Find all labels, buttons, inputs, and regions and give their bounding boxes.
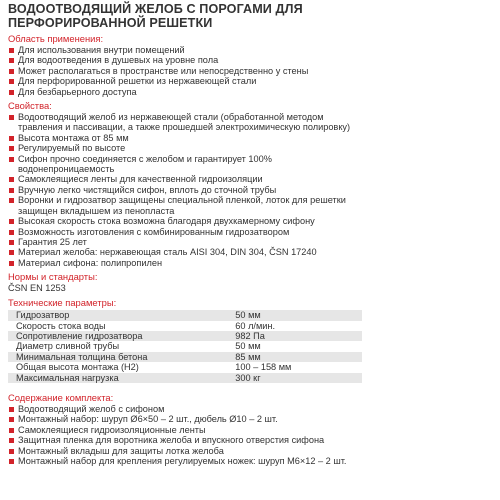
list-item: Для водоотведения в душевых на уровне пола	[8, 55, 494, 65]
properties-list	[8, 112, 494, 268]
list-item-line: Вручную легко чистящийся сифон, вплоть до сточной трубы	[18, 184, 277, 195]
list-item: Для перфорированной решетки из нержавеющей стали	[8, 76, 494, 86]
spec-value: 50 мм	[235, 310, 362, 320]
table-row	[8, 341, 362, 351]
list-item	[8, 112, 494, 133]
list-item-line: Воронки и гидрозатвор защищены специальной пленкой, лоток для решетки	[18, 195, 346, 206]
list-item	[8, 174, 494, 184]
spec-value: 50 мм	[235, 341, 261, 352]
list-item: Водоотводящий желоб с сифоном	[8, 404, 494, 414]
standards-heading: Нормы и стандарты:	[8, 271, 98, 283]
list-item: Самоклеящиеся гидроизоляционные ленты	[8, 425, 494, 435]
spec-value: 300 кг	[235, 373, 362, 383]
list-item: Защитная пленка для воротника желоба и впускного отверстия сифона	[8, 435, 494, 445]
application-heading: Область применения:	[8, 33, 104, 44]
list-item-line: водонепроницаемость	[18, 164, 115, 175]
table-row	[8, 362, 362, 372]
list-item-line: Высокая скорость стока возможна благодаря двухкамерному сифону	[18, 216, 315, 227]
spec-label: Общая высота монтажа (H2)	[16, 362, 139, 373]
list-item-line: Материал желоба: нержавеющая сталь AISI 304, DIN 304, ČSN 17240	[18, 247, 317, 258]
list-item-line: Регулируемый по высоте	[18, 143, 126, 154]
title-line: ВОДООТВОДЯЩИЙ ЖЕЛОБ С ПОРОГАМИ ДЛЯ	[8, 2, 303, 16]
product-sheet	[8, 2, 494, 466]
properties-heading: Свойства:	[8, 100, 52, 112]
page-title	[8, 2, 494, 30]
spec-label: Сопротивление гидрозатвора	[8, 331, 235, 341]
list-item-line: защищен вкладышем из пенопласта	[18, 205, 175, 216]
kit-heading: Содержание комплекта:	[8, 391, 114, 403]
list-item-line: Сифон прочно соединяется с желобом и гарантирует 100%	[18, 153, 272, 164]
spec-label: Диаметр сливной трубы	[16, 341, 120, 352]
list-item-line: Водоотводящий желоб из нержавеющей стали (обработанной методом	[18, 112, 324, 123]
specs-table	[8, 310, 362, 383]
list-item-line: Гарантия 25 лет	[18, 236, 87, 247]
application-list	[8, 45, 494, 97]
spec-label: Максимальная нагрузка	[8, 373, 235, 383]
spec-label: Гидрозатвор	[8, 310, 235, 320]
list-item	[8, 154, 494, 175]
table-row	[8, 373, 362, 383]
list-item-line: Высота монтажа от 85 мм	[18, 132, 129, 143]
list-item	[8, 143, 494, 153]
list-item-line: Самоклеящиеся ленты для качественной гидроизоляции	[18, 174, 263, 185]
table-row	[8, 352, 362, 362]
spec-value: 982 Па	[235, 331, 362, 341]
spec-value: 85 мм	[235, 352, 362, 362]
list-item	[8, 133, 494, 143]
list-item: Монтажный набор: шуруп Ø6×50 – 2 шт., дюбель Ø10 – 2 шт.	[8, 414, 494, 424]
list-item-line: Возможность изготовления с комбинированным гидрозатвором	[18, 226, 290, 237]
list-item	[8, 185, 494, 195]
list-item: Монтажный набор для крепления регулируемых ножек: шуруп М6×12 – 2 шт.	[8, 456, 494, 466]
standards-value: ČSN EN 1253	[8, 283, 66, 294]
spec-value: 60 л/мин.	[235, 320, 276, 331]
list-item-line: Материал сифона: полипропилен	[18, 257, 163, 268]
list-item: Для использования внутри помещений	[8, 45, 494, 55]
list-item-line: травления и пассивации, а также прошедшей электрохимическую полировку)	[18, 122, 351, 133]
list-item	[8, 237, 494, 247]
spec-label: Минимальная толщина бетона	[8, 352, 235, 362]
spec-value: 100 – 158 мм	[235, 362, 292, 373]
table-row	[8, 321, 362, 331]
list-item	[8, 216, 494, 226]
list-item: Может располагаться в пространстве или непосредственно у стены	[8, 66, 494, 76]
kit-list	[8, 404, 494, 466]
table-row	[8, 310, 362, 320]
spec-label: Скорость стока воды	[16, 320, 106, 331]
list-item	[8, 258, 494, 268]
list-item	[8, 227, 494, 237]
list-item	[8, 195, 494, 216]
list-item	[8, 247, 494, 257]
list-item: Для безбарьерного доступа	[8, 87, 494, 97]
table-row	[8, 331, 362, 341]
title-line: ПЕРФОРИРОВАННОЙ РЕШЕТКИ	[8, 16, 213, 30]
specs-heading: Технические параметры:	[8, 297, 117, 309]
list-item: Монтажный вкладыш для защиты лотка желоба	[8, 446, 494, 456]
